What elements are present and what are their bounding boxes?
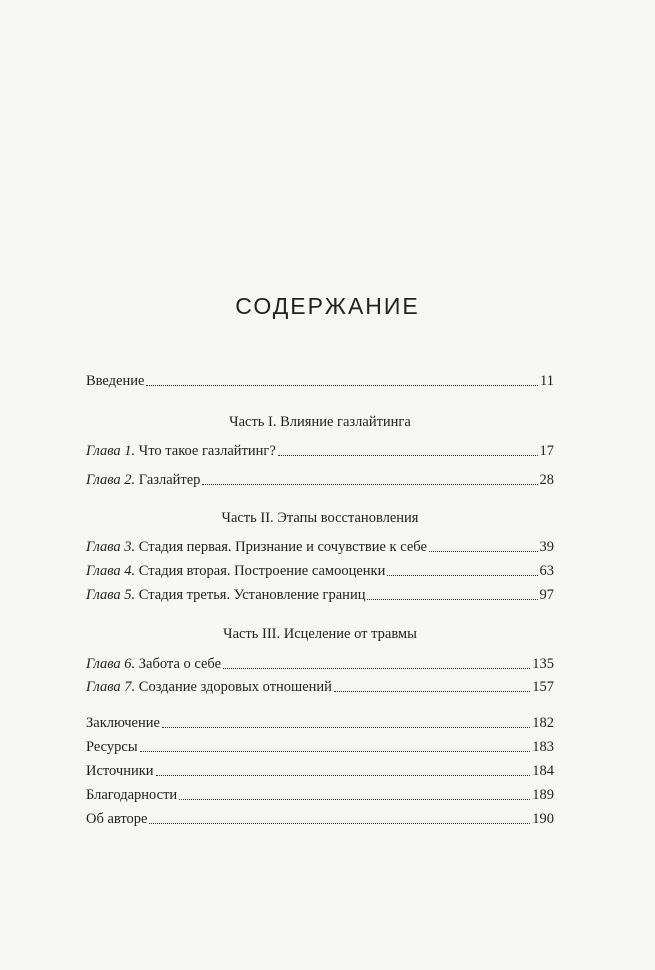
- chapter-prefix: Глава 7.: [86, 679, 136, 695]
- entry-label: [86, 586, 365, 604]
- entry-label: Благодарности: [86, 787, 178, 803]
- toc-entry-chapter-7[interactable]: [86, 676, 554, 696]
- chapter-prefix: Глава 6.: [86, 656, 136, 672]
- part-heading-1: Часть I. Влияние газлайтинга: [229, 414, 411, 430]
- toc-entry-acknowledgements[interactable]: [86, 784, 554, 804]
- toc-entry-sources[interactable]: [86, 760, 554, 780]
- chapter-title: Создание здоровых отношений: [135, 679, 332, 695]
- page-number: 17: [539, 443, 554, 459]
- dot-leader: [278, 454, 538, 456]
- dot-leader: [387, 574, 537, 576]
- page-number: 189: [532, 787, 554, 803]
- dot-leader: [202, 483, 537, 485]
- dot-leader: [156, 774, 531, 776]
- page-number: 157: [532, 679, 554, 695]
- toc-entry-conclusion[interactable]: [86, 712, 554, 732]
- chapter-title: Стадия третья. Установление границ: [135, 587, 366, 603]
- dot-leader: [179, 798, 530, 800]
- entry-label: Заключение: [86, 715, 160, 731]
- entry-label: [86, 538, 427, 556]
- toc-entry-chapter-2[interactable]: [86, 469, 554, 489]
- chapter-prefix: Глава 3.: [86, 539, 136, 555]
- entry-label: Источники: [86, 763, 154, 779]
- dot-leader: [140, 750, 531, 752]
- entry-label: Об авторе: [86, 811, 148, 827]
- entry-label: Ресурсы: [86, 739, 138, 755]
- chapter-title: Стадия первая. Признание и сочувствие к себе: [135, 539, 427, 555]
- part-heading-3: Часть III. Исцеление от травмы: [223, 626, 417, 642]
- page-number: 11: [540, 373, 554, 389]
- page-number: 39: [539, 539, 554, 555]
- chapter-prefix: Глава 4.: [86, 563, 136, 579]
- part-heading-2: Часть II. Этапы восстановления: [221, 510, 419, 526]
- page-number: 190: [532, 811, 554, 827]
- dot-leader: [149, 822, 530, 824]
- dot-leader: [162, 726, 530, 728]
- entry-label: [86, 442, 276, 460]
- entry-label: [86, 562, 385, 580]
- page-number: 184: [532, 763, 554, 779]
- toc-entry-chapter-5[interactable]: [86, 584, 554, 604]
- toc-entry-chapter-4[interactable]: [86, 560, 554, 580]
- page-number: 183: [532, 739, 554, 755]
- page-number: 135: [532, 656, 554, 672]
- dot-leader: [334, 690, 530, 692]
- entry-label: [86, 678, 332, 696]
- entry-label: [86, 655, 221, 673]
- toc-entry-resources[interactable]: [86, 736, 554, 756]
- page-number: 63: [539, 563, 554, 579]
- chapter-title: Стадия вторая. Построение самооценки: [135, 563, 386, 579]
- toc-entry-intro[interactable]: [86, 370, 554, 390]
- toc-entry-chapter-3[interactable]: [86, 536, 554, 556]
- page-number: 28: [539, 472, 554, 488]
- page-title: СОДЕРЖАНИЕ: [235, 293, 420, 319]
- chapter-prefix: Глава 1.: [86, 443, 136, 459]
- chapter-prefix: Глава 2.: [86, 472, 136, 488]
- toc-entry-about-author[interactable]: [86, 808, 554, 828]
- dot-leader: [429, 550, 538, 552]
- chapter-title: Забота о себе: [135, 656, 222, 672]
- entry-label: [86, 471, 200, 489]
- chapter-prefix: Глава 5.: [86, 587, 136, 603]
- entry-label: Введение: [86, 373, 145, 389]
- dot-leader: [367, 598, 537, 600]
- page-number: 97: [539, 587, 554, 603]
- dot-leader: [146, 384, 538, 386]
- chapter-title: Что такое газлайтинг?: [135, 443, 276, 459]
- chapter-title: Газлайтер: [135, 472, 201, 488]
- dot-leader: [223, 667, 530, 669]
- toc-entry-chapter-1[interactable]: [86, 440, 554, 460]
- page-number: 182: [532, 715, 554, 731]
- toc-entry-chapter-6[interactable]: [86, 653, 554, 673]
